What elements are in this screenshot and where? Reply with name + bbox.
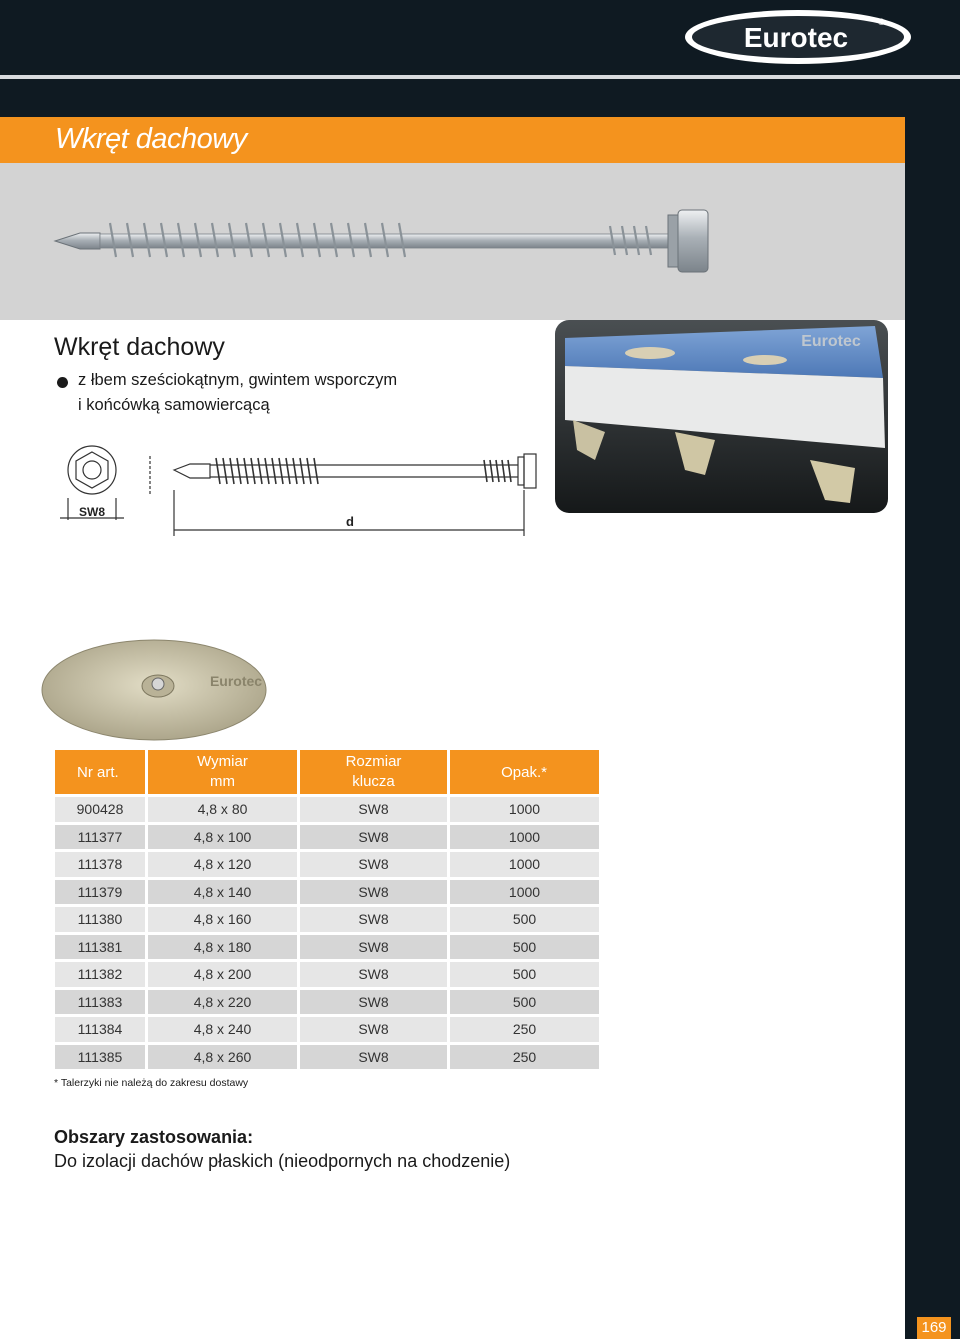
product-description-line1: z łbem sześciokątnym, gwintem wsporczym — [78, 371, 398, 389]
technical-drawing — [50, 440, 540, 540]
product-name: Wkręt dachowy — [54, 333, 225, 361]
col-header-pack: Opak.* — [450, 750, 599, 794]
table-row: 111379 4,8 x 140 SW8 1000 — [55, 880, 599, 905]
registered-mark: ® — [878, 17, 885, 27]
page-number: 169 — [917, 1317, 951, 1339]
product-description-line2: i końcówką samowiercącą — [78, 396, 270, 414]
product-table — [52, 747, 602, 1072]
table-row: 111383 4,8 x 220 SW8 500 — [55, 990, 599, 1015]
table-row: 111377 4,8 x 100 SW8 1000 — [55, 825, 599, 850]
table-row: 111384 4,8 x 240 SW8 250 — [55, 1017, 599, 1042]
roof-application-photo — [555, 320, 888, 513]
table-row: 111378 4,8 x 120 SW8 1000 — [55, 852, 599, 877]
col-header-article: Nr art. — [55, 750, 145, 794]
bullet-icon — [57, 377, 68, 388]
table-row: 900428 4,8 x 80 SW8 1000 — [55, 797, 599, 822]
table-row: 111381 4,8 x 180 SW8 500 — [55, 935, 599, 960]
right-strip — [905, 117, 960, 1339]
eurotec-logo — [683, 8, 913, 66]
length-label: d — [346, 514, 354, 529]
footnote: * Talerzyki nie należą do zakresu dostawy — [54, 1077, 249, 1089]
table-row: 111380 4,8 x 160 SW8 500 — [55, 907, 599, 932]
table-row: 111385 4,8 x 260 SW8 250 — [55, 1045, 599, 1070]
photo-logo: Eurotec — [801, 333, 861, 350]
col-header-key-size: Rozmiar klucza — [300, 750, 447, 794]
washer-photo — [40, 628, 272, 750]
top-bar-lower — [0, 79, 960, 117]
application-heading: Obszary zastosowania: — [54, 1127, 254, 1147]
table-row: 111382 4,8 x 200 SW8 500 — [55, 962, 599, 987]
screw-photo — [50, 193, 710, 283]
col-header-dimension: Wymiar mm — [148, 750, 297, 794]
washer-logo: Eurotec — [209, 673, 263, 689]
page-title: Wkręt dachowy — [55, 123, 247, 155]
sw-label: SW8 — [78, 505, 106, 519]
title-band — [0, 117, 905, 163]
application-text: Do izolacji dachów płaskich (nieodpornych na chodzenie) — [54, 1151, 511, 1171]
logo-text: Eurotec — [743, 22, 849, 53]
